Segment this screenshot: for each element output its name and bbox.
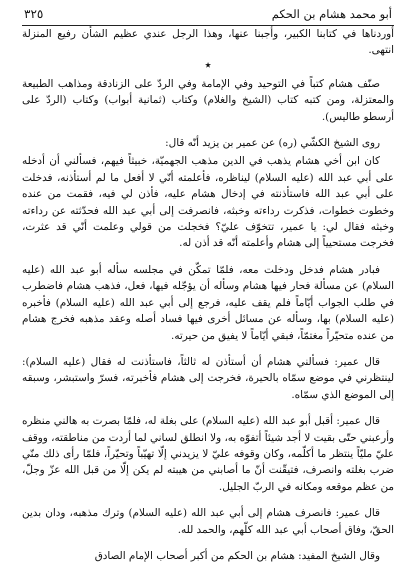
running-header <box>22 6 394 26</box>
paragraph: روى الشيخ الكشّي (ره) عن عمير بن يزيد أنّه قال: <box>165 137 380 150</box>
page-body <box>22 26 394 564</box>
paragraph: قال عمير: فانصرف هشام إلى أبي عبد الله (عليه السلام) وترك مذهبه، ودان بدين الحقّ، وفاق أصحاب أبي عبد الله كلّهم، والحمد لله. <box>22 507 394 536</box>
paragraph: أوردناها في كتابنا الكبير، وأجبنا عنها، وهذا الرجل عندي عظيم الشأن رفيع المنزلة انتهى. <box>22 28 394 57</box>
paragraph: كان ابن أخي هشام يذهب في الدين مذهب الجهميّة، خبيثاً فيهم، فسألني أن أدخله على أبي عبد الله (عليه السلام) ليناظره، فأعلمته أنّي لا أفعل ما لم أستأذنه، فدخلت على أبي عبد الله فاستأذنته في إدخال هشام عليه، فأذن لي فيه، فقمت من عنده وخطوت خطوات، فذكرت رداءته وخبثه، فانصرفت إلى أبي عبد الله فحدّثته عن رداءته وخبثه فقال لي: يا عمير، تتخوّف عليّ؟ فخجلت من قولي وعلمت أنّي قد عثرت، فخرجت مستحيياً إلى هشام وأعلمته أنّه قد أذن له. <box>22 155 394 250</box>
paragraph: فبادر هشام فدخل ودخلت معه، فلمّا تمكّن في مجلسه سأله أبو عبد الله (عليه السلام) عن مسألة فحار فيها هشام وسأله أن يؤجّله فيها، فعل، فذهب هشام فاضطرب في طلب الجواب أيّاماً فلم يقف عليه، فرجع إلى أبي عبد الله (عليه السلام) فأخبره (عليه السلام) بها، وسأله عن مسائل أخرى فيها فساد أصله وعقد مذهبه فخرج هشام من عنده متحيّراً مغتمّاً، فبقي أيّاماً لا يفيق من حيرته. <box>22 263 394 342</box>
page-number: ٣٢٥ <box>24 7 44 21</box>
paragraph: صنّف هشام كتباً في التوحيد وفي الإمامة وفي الردّ على الزنادقة ومذاهب الطبيعة والمعتزلة، ومن كتبه كتاب (الشيخ والغلام) وكتاب (ثمانية أبواب) وكتاب (الردّ على أرسطو طاليس). <box>22 77 394 123</box>
running-title: أبو محمد هشام بن الحكم <box>271 7 392 21</box>
paragraph: وقال الشيخ المفيد: هشام بن الحكم من أكبر أصحاب الإمام الصادق <box>94 549 380 562</box>
paragraph: قال عمير: أقبل أبو عبد الله (عليه السلام) على بغلة له، فلمّا بصرت به هالني منظره وأرعبني حتّى بقيت لا أجد شيئاً أتفوّه به، ولا انطلق لساني لما أردت من مناطقته، ووقف عليّ مليّاً ينتظر ما أكلّمه، وكان وقوفه عليّ لا يزيدني إلّا تهيّباً وتحيّراً، فلمّا رأى ذلك منّي ضرب بغلته وانصرف، فتيقّنت أنّ ما أصابني من هيبته لم يكن إلّا من قبل الله عزّ وجلّ، من عظم موقعه ومكانه في الربّ الجليل. <box>22 415 394 493</box>
section-ornament: ٭ <box>204 57 212 73</box>
paragraph: قال عمير: فسألني هشام أن أستأذن له ثالثاً، فاستأذنت له فقال (عليه السلام): لينتظرني في موضع سمّاه بالحيرة، فخرجت إلى هشام فأخبرته، فسرّ واستبشر، وسبقه إلى الموضع الذي سمّاه. <box>22 355 394 401</box>
